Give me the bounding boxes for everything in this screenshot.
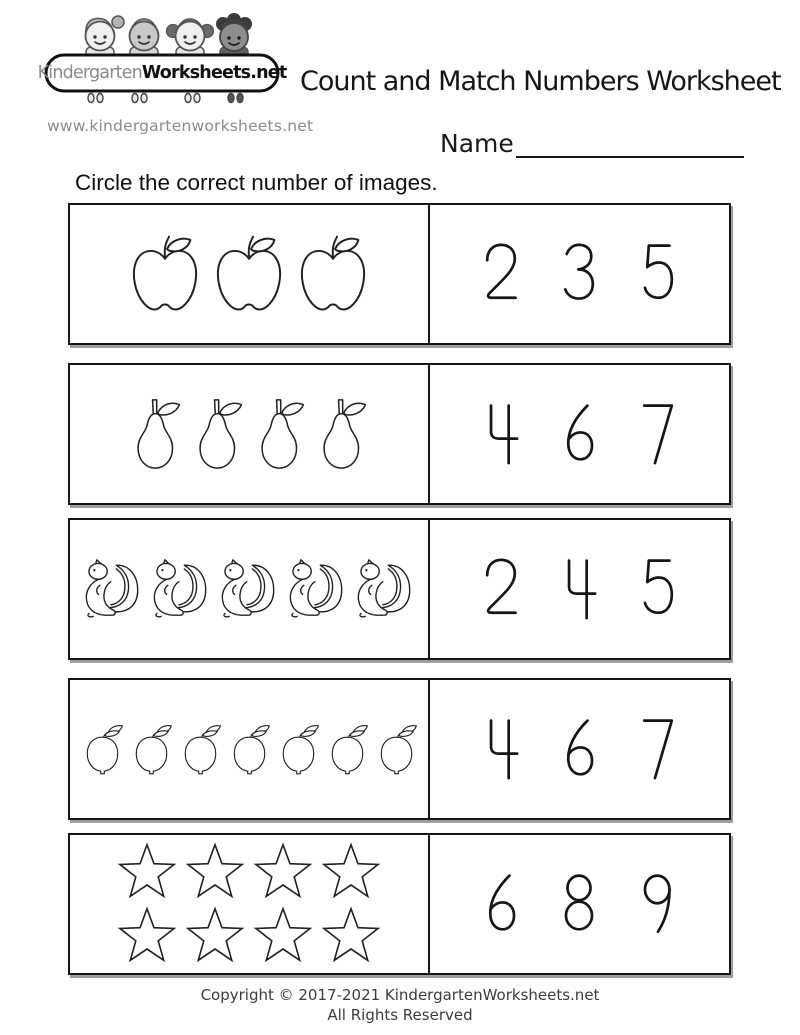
page-footer (0, 985, 800, 1025)
squirrel-image (214, 545, 284, 633)
worksheet-row-pear (68, 363, 731, 505)
lemon-image (78, 713, 127, 785)
apple-image (292, 230, 374, 318)
number-choice-4[interactable] (478, 398, 524, 470)
worksheet-row-lemon (68, 678, 731, 820)
instruction-text: Circle the correct number of images. (75, 170, 438, 195)
star-image (113, 905, 181, 967)
number-choice-8[interactable] (556, 868, 602, 940)
star-image (249, 905, 317, 967)
number-choice-6[interactable] (478, 868, 524, 940)
number-choice-4[interactable] (556, 553, 602, 625)
number-choice-6[interactable] (556, 713, 602, 785)
images-cell (70, 205, 428, 343)
copyright-text: Copyright © 2017-2021 KindergartenWorksheets.net (200, 986, 600, 1004)
logo-brand-kindergarten: Kindergarten (37, 63, 142, 83)
number-choice-4[interactable] (478, 713, 524, 785)
number-choice-7[interactable] (635, 713, 681, 785)
name-blank-line[interactable] (516, 128, 744, 158)
number-choice-7[interactable] (635, 398, 681, 470)
lemon-image (176, 713, 225, 785)
name-field[interactable] (440, 128, 744, 158)
star-image (113, 841, 181, 903)
number-choice-5[interactable] (635, 238, 681, 310)
site-logo (37, 8, 287, 110)
apple-image (124, 230, 206, 318)
squirrel-image (78, 545, 148, 633)
lemon-image (127, 713, 176, 785)
number-choice-9[interactable] (635, 868, 681, 940)
page-title: Count and Match Numbers Worksheet (300, 66, 781, 98)
number-choice-2[interactable] (478, 553, 524, 625)
images-group (107, 841, 391, 967)
number-choices-cell (428, 520, 729, 658)
website-url: www.kindergartenworksheets.net (47, 117, 314, 135)
number-choice-2[interactable] (478, 238, 524, 310)
star-image (317, 841, 385, 903)
worksheet-row-apple (68, 203, 731, 345)
number-choice-3[interactable] (556, 238, 602, 310)
star-image (317, 905, 385, 967)
worksheet-row-star (68, 833, 731, 975)
number-choice-5[interactable] (635, 553, 681, 625)
number-choices-cell (428, 835, 729, 973)
logo-wordmark (37, 59, 287, 87)
number-choices-cell (428, 365, 729, 503)
number-choices-cell (428, 205, 729, 343)
number-choice-6[interactable] (556, 398, 602, 470)
number-choices-cell (428, 680, 729, 818)
images-cell (70, 365, 428, 503)
worksheet-row-squirrel (68, 518, 731, 660)
logo-brand-worksheets: Worksheets.net (141, 63, 287, 83)
images-cell (70, 835, 428, 973)
apple-image (208, 230, 290, 318)
squirrel-image (282, 545, 352, 633)
star-image (181, 841, 249, 903)
images-group (78, 713, 421, 785)
lemon-image (372, 713, 421, 785)
rights-text: All Rights Reserved (327, 1006, 473, 1024)
pear-image (187, 393, 249, 475)
images-group (123, 230, 375, 318)
pear-image (125, 393, 187, 475)
images-cell (70, 680, 428, 818)
lemon-image (225, 713, 274, 785)
pear-image (311, 393, 373, 475)
pear-image (249, 393, 311, 475)
lemon-image (323, 713, 372, 785)
images-group (125, 393, 373, 475)
images-cell (70, 520, 428, 658)
name-label: Name (440, 129, 514, 158)
star-image (249, 841, 317, 903)
squirrel-image (146, 545, 216, 633)
images-group (79, 545, 419, 633)
lemon-image (274, 713, 323, 785)
squirrel-image (350, 545, 420, 633)
star-image (181, 905, 249, 967)
